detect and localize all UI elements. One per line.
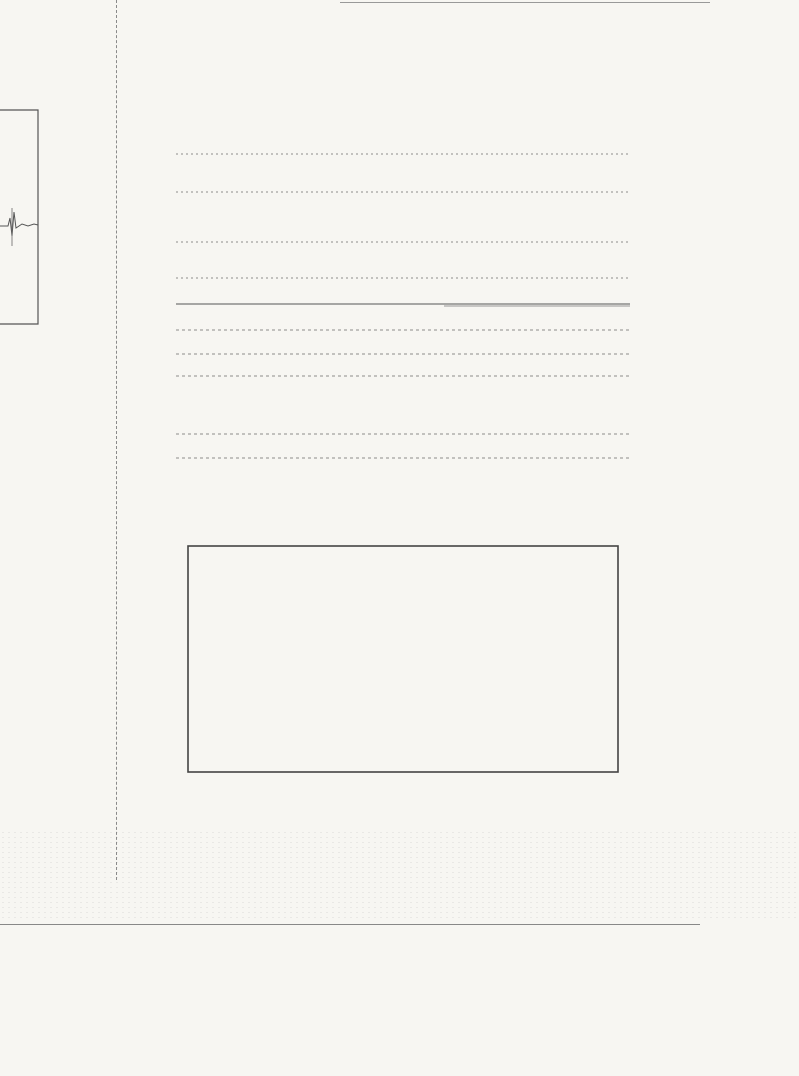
figure7-bipolar-trace [176,318,630,466]
figure7-unipolar-trace [176,124,630,310]
page-speckle [0,830,799,920]
bottom-rule [0,924,700,925]
page-binding-edge [116,0,117,880]
top-rule [340,2,710,3]
figure8-bipolar-trace [186,544,622,776]
left-page-figure-fragment [0,108,40,326]
